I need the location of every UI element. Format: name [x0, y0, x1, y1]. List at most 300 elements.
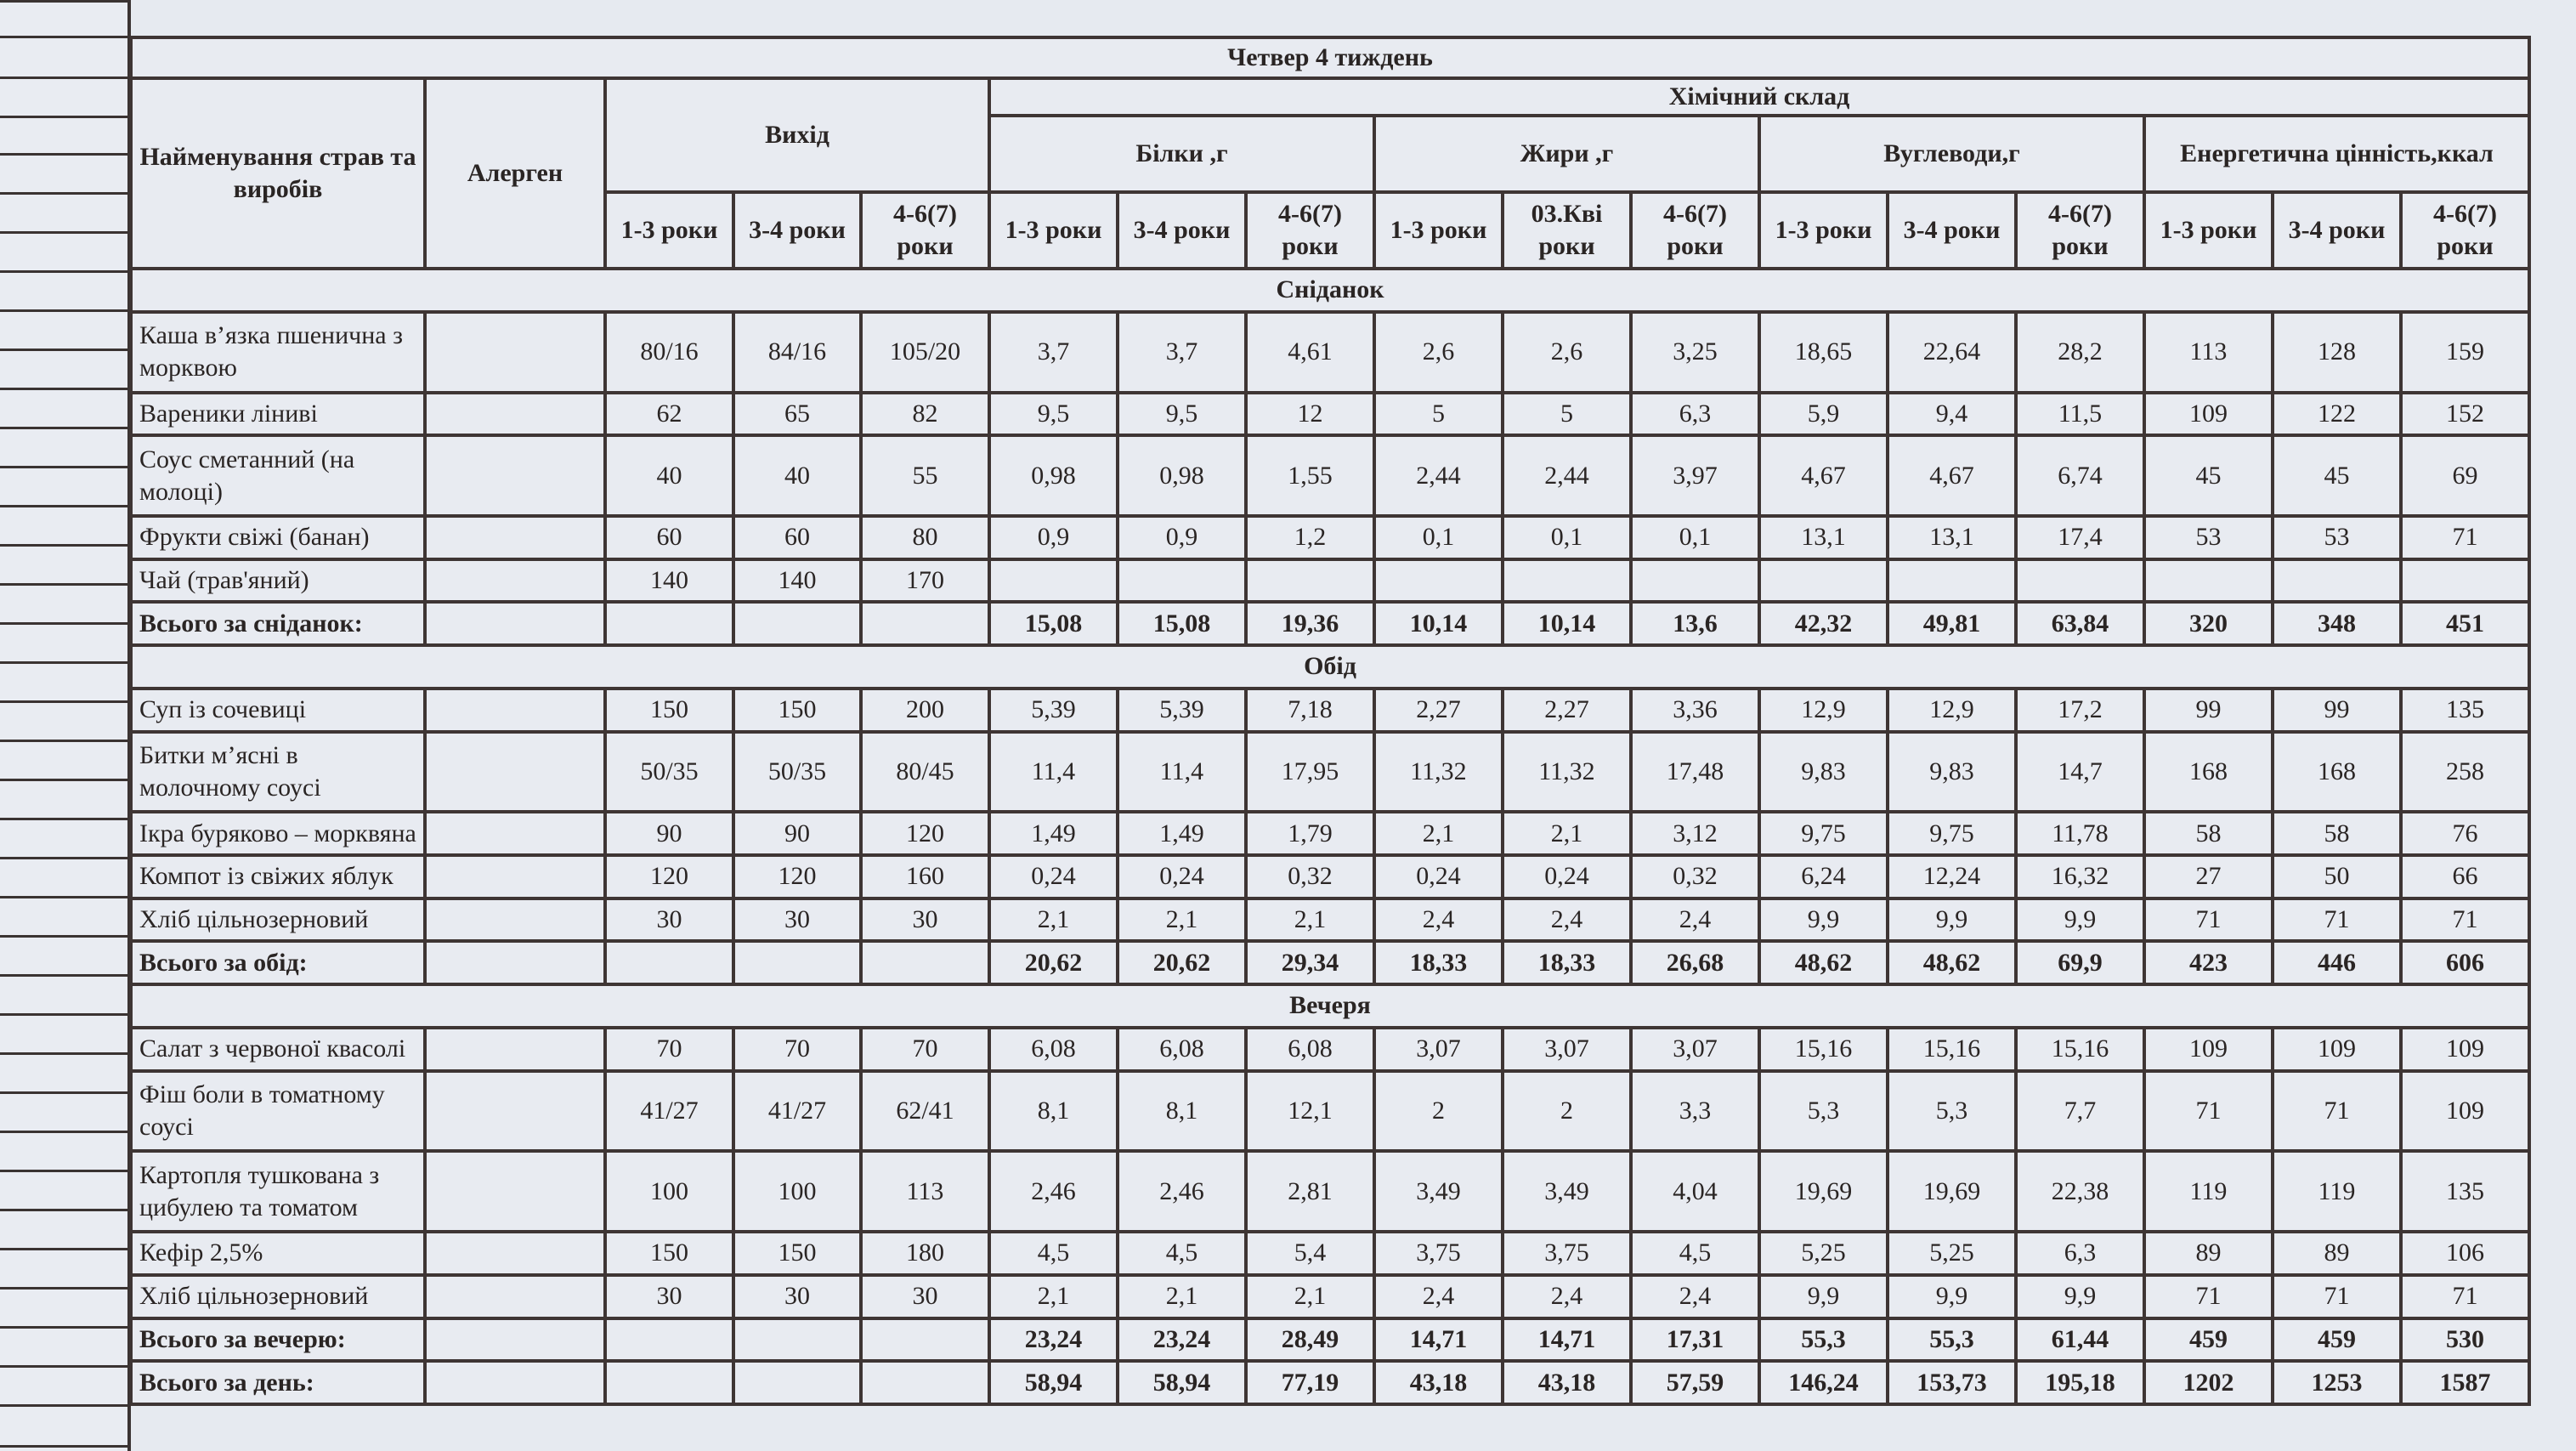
dish-name: Каша в’язка пшенична з морквою [131, 312, 425, 393]
value-cell: 80/16 [605, 312, 733, 393]
allergen-cell [425, 1028, 605, 1071]
value-cell: 99 [2273, 689, 2401, 732]
value-cell: 2,44 [1374, 435, 1503, 516]
value-cell: 3,07 [1631, 1028, 1759, 1071]
value-cell: 60 [605, 516, 733, 559]
value-cell: 11,78 [2016, 812, 2144, 855]
section-title: Обід [131, 645, 2529, 689]
value-cell [605, 941, 733, 984]
value-cell: 50/35 [733, 732, 861, 813]
value-cell: 1,2 [1246, 516, 1374, 559]
age-header: 4-6(7) роки [2016, 192, 2144, 269]
dish-name: Вареники ліниві [131, 393, 425, 436]
section-row [131, 645, 2529, 689]
value-cell: 65 [733, 393, 861, 436]
value-cell: 0,1 [1631, 516, 1759, 559]
value-cell: 3,49 [1503, 1151, 1631, 1232]
value-cell: 28,49 [1246, 1318, 1374, 1362]
value-cell: 58 [2144, 812, 2273, 855]
value-cell: 90 [733, 812, 861, 855]
value-cell: 2,27 [1374, 689, 1503, 732]
value-cell: 2,81 [1246, 1151, 1374, 1232]
value-cell: 11,4 [1118, 732, 1246, 813]
age-header: 3-4 роки [1118, 192, 1246, 269]
value-cell: 30 [605, 898, 733, 942]
allergen-cell [425, 1275, 605, 1318]
value-cell: 2,6 [1503, 312, 1631, 393]
value-cell: 168 [2273, 732, 2401, 813]
value-cell: 77,19 [1246, 1361, 1374, 1404]
value-cell: 0,98 [1118, 435, 1246, 516]
value-cell: 150 [605, 1232, 733, 1275]
dish-name: Хліб цільнозерновий [131, 1275, 425, 1318]
table-row [131, 1071, 2529, 1152]
value-cell: 12,9 [1759, 689, 1888, 732]
value-cell: 40 [605, 435, 733, 516]
value-cell: 71 [2144, 898, 2273, 942]
value-cell: 15,16 [1759, 1028, 1888, 1071]
value-cell: 58 [2273, 812, 2401, 855]
value-cell: 12 [1246, 393, 1374, 436]
value-cell: 258 [2401, 732, 2529, 813]
total-label: Всього за день: [131, 1361, 425, 1404]
allergen-cell [425, 732, 605, 813]
value-cell: 2,1 [1246, 898, 1374, 942]
value-cell: 459 [2144, 1318, 2273, 1362]
value-cell: 9,83 [1888, 732, 2016, 813]
value-cell [1246, 559, 1374, 603]
table-row [131, 1151, 2529, 1232]
total-row [131, 941, 2529, 984]
value-cell: 22,64 [1888, 312, 2016, 393]
value-cell: 57,59 [1631, 1361, 1759, 1404]
table-row [131, 732, 2529, 813]
value-cell: 6,08 [1118, 1028, 1246, 1071]
value-cell [733, 1318, 861, 1362]
value-cell: 10,14 [1374, 602, 1503, 645]
value-cell [2273, 559, 2401, 603]
table-row [131, 1028, 2529, 1071]
value-cell: 18,33 [1503, 941, 1631, 984]
value-cell: 2,46 [989, 1151, 1118, 1232]
allergen-cell [425, 1361, 605, 1404]
allergen-cell [425, 435, 605, 516]
value-cell [861, 602, 989, 645]
value-cell: 14,7 [2016, 732, 2144, 813]
value-cell [861, 1318, 989, 1362]
value-cell: 5,25 [1759, 1232, 1888, 1275]
value-cell: 10,14 [1503, 602, 1631, 645]
value-cell: 2,1 [1503, 812, 1631, 855]
value-cell: 195,18 [2016, 1361, 2144, 1404]
value-cell: 160 [861, 855, 989, 898]
value-cell [1503, 559, 1631, 603]
value-cell: 120 [605, 855, 733, 898]
value-cell: 7,18 [1246, 689, 1374, 732]
table-row [131, 689, 2529, 732]
value-cell: 17,95 [1246, 732, 1374, 813]
age-header: 1-3 роки [1374, 192, 1503, 269]
allergen-cell [425, 812, 605, 855]
value-cell: 13,1 [1888, 516, 2016, 559]
value-cell: 120 [861, 812, 989, 855]
value-cell: 4,67 [1759, 435, 1888, 516]
value-cell: 4,61 [1246, 312, 1374, 393]
allergen-cell [425, 855, 605, 898]
value-cell [861, 941, 989, 984]
value-cell: 2,46 [1118, 1151, 1246, 1232]
table-row [131, 855, 2529, 898]
value-cell: 5,25 [1888, 1232, 2016, 1275]
value-cell: 3,75 [1503, 1232, 1631, 1275]
value-cell: 2,4 [1503, 1275, 1631, 1318]
value-cell: 71 [2401, 1275, 2529, 1318]
value-cell: 11,4 [989, 732, 1118, 813]
value-cell: 30 [733, 898, 861, 942]
age-header: 03.Кві роки [1503, 192, 1631, 269]
value-cell: 61,44 [2016, 1318, 2144, 1362]
value-cell: 2,1 [1374, 812, 1503, 855]
value-cell: 9,4 [1888, 393, 2016, 436]
value-cell: 71 [2144, 1275, 2273, 1318]
value-cell: 3,07 [1374, 1028, 1503, 1071]
value-cell: 71 [2144, 1071, 2273, 1152]
table-row [131, 898, 2529, 942]
total-row [131, 602, 2529, 645]
value-cell: 1202 [2144, 1361, 2273, 1404]
value-cell: 3,7 [989, 312, 1118, 393]
allergen-cell [425, 1071, 605, 1152]
value-cell: 50/35 [605, 732, 733, 813]
dish-name: Фіш боли в томатному соусі [131, 1071, 425, 1152]
total-label: Всього за вечерю: [131, 1318, 425, 1362]
value-cell: 2,4 [1631, 1275, 1759, 1318]
value-cell: 119 [2273, 1151, 2401, 1232]
dish-name: Фрукти свіжі (банан) [131, 516, 425, 559]
value-cell: 0,24 [989, 855, 1118, 898]
value-cell: 45 [2273, 435, 2401, 516]
value-cell: 3,3 [1631, 1071, 1759, 1152]
value-cell: 12,24 [1888, 855, 2016, 898]
value-cell: 5,39 [989, 689, 1118, 732]
header-proteins: Білки ,г [989, 116, 1374, 192]
header-dish-name: Найменування страв та виробів [131, 78, 425, 269]
value-cell: 9,5 [989, 393, 1118, 436]
allergen-cell [425, 559, 605, 603]
value-cell: 11,5 [2016, 393, 2144, 436]
value-cell: 8,1 [1118, 1071, 1246, 1152]
value-cell: 70 [861, 1028, 989, 1071]
value-cell: 19,36 [1246, 602, 1374, 645]
value-cell: 69,9 [2016, 941, 2144, 984]
value-cell: 6,3 [1631, 393, 1759, 436]
value-cell: 62 [605, 393, 733, 436]
value-cell: 48,62 [1888, 941, 2016, 984]
value-cell: 3,75 [1374, 1232, 1503, 1275]
value-cell: 5,3 [1888, 1071, 2016, 1152]
value-cell: 9,9 [1888, 898, 2016, 942]
dish-name: Суп із сочевиці [131, 689, 425, 732]
value-cell: 55,3 [1759, 1318, 1888, 1362]
age-header: 4-6(7) роки [1631, 192, 1759, 269]
value-cell: 48,62 [1759, 941, 1888, 984]
allergen-cell [425, 602, 605, 645]
value-cell: 80/45 [861, 732, 989, 813]
value-cell: 1253 [2273, 1361, 2401, 1404]
value-cell: 2,4 [1631, 898, 1759, 942]
value-cell: 17,2 [2016, 689, 2144, 732]
value-cell: 1,79 [1246, 812, 1374, 855]
value-cell: 15,16 [2016, 1028, 2144, 1071]
value-cell: 3,7 [1118, 312, 1246, 393]
dish-name: Хліб цільнозерновий [131, 898, 425, 942]
value-cell: 106 [2401, 1232, 2529, 1275]
section-row [131, 984, 2529, 1028]
table-row [131, 812, 2529, 855]
allergen-cell [425, 1232, 605, 1275]
value-cell: 4,5 [1118, 1232, 1246, 1275]
value-cell: 153,73 [1888, 1361, 2016, 1404]
value-cell: 3,97 [1631, 435, 1759, 516]
allergen-cell [425, 393, 605, 436]
value-cell: 69 [2401, 435, 2529, 516]
value-cell: 6,24 [1759, 855, 1888, 898]
value-cell: 53 [2144, 516, 2273, 559]
dish-name: Салат з червоної квасолі [131, 1028, 425, 1071]
value-cell: 17,48 [1631, 732, 1759, 813]
value-cell: 84/16 [733, 312, 861, 393]
value-cell: 14,71 [1374, 1318, 1503, 1362]
value-cell: 200 [861, 689, 989, 732]
value-cell: 459 [2273, 1318, 2401, 1362]
value-cell: 135 [2401, 1151, 2529, 1232]
table-title: Четвер 4 тиждень [131, 37, 2529, 78]
value-cell: 122 [2273, 393, 2401, 436]
value-cell: 150 [733, 689, 861, 732]
value-cell: 27 [2144, 855, 2273, 898]
value-cell: 105/20 [861, 312, 989, 393]
value-cell: 5,9 [1759, 393, 1888, 436]
value-cell: 5 [1503, 393, 1631, 436]
total-row [131, 1318, 2529, 1362]
value-cell: 1,49 [989, 812, 1118, 855]
value-cell: 109 [2144, 1028, 2273, 1071]
value-cell: 23,24 [1118, 1318, 1246, 1362]
value-cell: 0,98 [989, 435, 1118, 516]
value-cell: 43,18 [1374, 1361, 1503, 1404]
section-title: Сніданок [131, 269, 2529, 312]
value-cell: 50 [2273, 855, 2401, 898]
value-cell: 2,1 [989, 1275, 1118, 1318]
allergen-cell [425, 312, 605, 393]
value-cell: 71 [2273, 1071, 2401, 1152]
table-row [131, 393, 2529, 436]
table-row [131, 559, 2529, 603]
value-cell: 2,1 [1246, 1275, 1374, 1318]
value-cell: 30 [861, 1275, 989, 1318]
value-cell: 1,49 [1118, 812, 1246, 855]
value-cell: 3,25 [1631, 312, 1759, 393]
value-cell: 159 [2401, 312, 2529, 393]
value-cell: 606 [2401, 941, 2529, 984]
value-cell: 5,39 [1118, 689, 1246, 732]
value-cell: 63,84 [2016, 602, 2144, 645]
value-cell: 530 [2401, 1318, 2529, 1362]
table-row [131, 435, 2529, 516]
value-cell: 2,1 [1118, 1275, 1246, 1318]
value-cell: 2 [1374, 1071, 1503, 1152]
value-cell: 76 [2401, 812, 2529, 855]
value-cell [733, 602, 861, 645]
age-header: 4-6(7) роки [2401, 192, 2529, 269]
age-header: 4-6(7) роки [1246, 192, 1374, 269]
value-cell: 71 [2401, 516, 2529, 559]
value-cell: 5 [1374, 393, 1503, 436]
value-cell: 30 [605, 1275, 733, 1318]
value-cell: 0,1 [1503, 516, 1631, 559]
value-cell: 2,4 [1503, 898, 1631, 942]
header-allergen: Алерген [425, 78, 605, 269]
value-cell: 14,71 [1503, 1318, 1631, 1362]
value-cell: 28,2 [2016, 312, 2144, 393]
value-cell: 16,32 [2016, 855, 2144, 898]
age-header: 1-3 роки [2144, 192, 2273, 269]
menu-table [129, 36, 2531, 1406]
value-cell [605, 1361, 733, 1404]
value-cell: 49,81 [1888, 602, 2016, 645]
value-cell: 55,3 [1888, 1318, 2016, 1362]
value-cell: 3,07 [1503, 1028, 1631, 1071]
value-cell [1374, 559, 1503, 603]
value-cell: 17,4 [2016, 516, 2144, 559]
value-cell: 100 [605, 1151, 733, 1232]
value-cell: 89 [2144, 1232, 2273, 1275]
table-row [131, 1232, 2529, 1275]
age-header: 1-3 роки [989, 192, 1118, 269]
value-cell: 6,3 [2016, 1232, 2144, 1275]
value-cell [605, 1318, 733, 1362]
value-cell: 22,38 [2016, 1151, 2144, 1232]
value-cell: 152 [2401, 393, 2529, 436]
age-header: 1-3 роки [1759, 192, 1888, 269]
age-header: 3-4 роки [733, 192, 861, 269]
value-cell: 0,24 [1118, 855, 1246, 898]
value-cell [1631, 559, 1759, 603]
value-cell: 109 [2401, 1071, 2529, 1152]
value-cell: 62/41 [861, 1071, 989, 1152]
value-cell: 9,9 [1888, 1275, 2016, 1318]
value-cell: 18,65 [1759, 312, 1888, 393]
age-header: 3-4 роки [1888, 192, 2016, 269]
value-cell: 9,5 [1118, 393, 1246, 436]
value-cell: 2,27 [1503, 689, 1631, 732]
value-cell: 1587 [2401, 1361, 2529, 1404]
value-cell: 9,9 [1759, 1275, 1888, 1318]
value-cell: 423 [2144, 941, 2273, 984]
value-cell: 11,32 [1374, 732, 1503, 813]
value-cell: 3,12 [1631, 812, 1759, 855]
value-cell: 71 [2273, 1275, 2401, 1318]
value-cell: 170 [861, 559, 989, 603]
value-cell: 6,08 [1246, 1028, 1374, 1071]
value-cell: 60 [733, 516, 861, 559]
age-header: 3-4 роки [2273, 192, 2401, 269]
value-cell: 99 [2144, 689, 2273, 732]
value-cell: 2,1 [1118, 898, 1246, 942]
value-cell: 40 [733, 435, 861, 516]
dish-name: Соус сметанний (на молоці) [131, 435, 425, 516]
value-cell: 20,62 [1118, 941, 1246, 984]
value-cell: 9,75 [1888, 812, 2016, 855]
value-cell: 4,5 [1631, 1232, 1759, 1275]
table-row [131, 1275, 2529, 1318]
value-cell: 2 [1503, 1071, 1631, 1152]
value-cell: 55 [861, 435, 989, 516]
value-cell: 71 [2401, 898, 2529, 942]
value-cell: 17,31 [1631, 1318, 1759, 1362]
value-cell: 0,24 [1374, 855, 1503, 898]
value-cell: 80 [861, 516, 989, 559]
value-cell: 4,5 [989, 1232, 1118, 1275]
allergen-cell [425, 689, 605, 732]
value-cell: 150 [733, 1232, 861, 1275]
value-cell: 5,4 [1246, 1232, 1374, 1275]
value-cell: 15,16 [1888, 1028, 2016, 1071]
value-cell: 120 [733, 855, 861, 898]
value-cell [605, 602, 733, 645]
value-cell: 6,08 [989, 1028, 1118, 1071]
allergen-cell [425, 898, 605, 942]
value-cell [733, 941, 861, 984]
value-cell: 0,9 [1118, 516, 1246, 559]
value-cell: 11,32 [1503, 732, 1631, 813]
value-cell: 348 [2273, 602, 2401, 645]
value-cell: 15,08 [989, 602, 1118, 645]
value-cell: 100 [733, 1151, 861, 1232]
value-cell: 13,6 [1631, 602, 1759, 645]
value-cell: 9,75 [1759, 812, 1888, 855]
dish-name: Компот із свіжих яблук [131, 855, 425, 898]
value-cell: 0,32 [1631, 855, 1759, 898]
value-cell: 2,6 [1374, 312, 1503, 393]
page-margin-grid [0, 0, 129, 1451]
value-cell: 58,94 [989, 1361, 1118, 1404]
dish-name: Ікра буряково – морквяна [131, 812, 425, 855]
value-cell: 0,1 [1374, 516, 1503, 559]
value-cell: 135 [2401, 689, 2529, 732]
value-cell [2144, 559, 2273, 603]
value-cell: 30 [733, 1275, 861, 1318]
value-cell: 19,69 [1888, 1151, 2016, 1232]
value-cell [2016, 559, 2144, 603]
value-cell: 45 [2144, 435, 2273, 516]
value-cell: 70 [733, 1028, 861, 1071]
section-title: Вечеря [131, 984, 2529, 1028]
value-cell: 43,18 [1503, 1361, 1631, 1404]
value-cell: 90 [605, 812, 733, 855]
value-cell: 2,4 [1374, 898, 1503, 942]
total-row [131, 1361, 2529, 1404]
value-cell [1759, 559, 1888, 603]
value-cell: 446 [2273, 941, 2401, 984]
value-cell: 119 [2144, 1151, 2273, 1232]
value-cell [2401, 559, 2529, 603]
value-cell: 20,62 [989, 941, 1118, 984]
value-cell: 12,1 [1246, 1071, 1374, 1152]
value-cell: 451 [2401, 602, 2529, 645]
header-fats: Жири ,г [1374, 116, 1759, 192]
age-header: 4-6(7) роки [861, 192, 989, 269]
